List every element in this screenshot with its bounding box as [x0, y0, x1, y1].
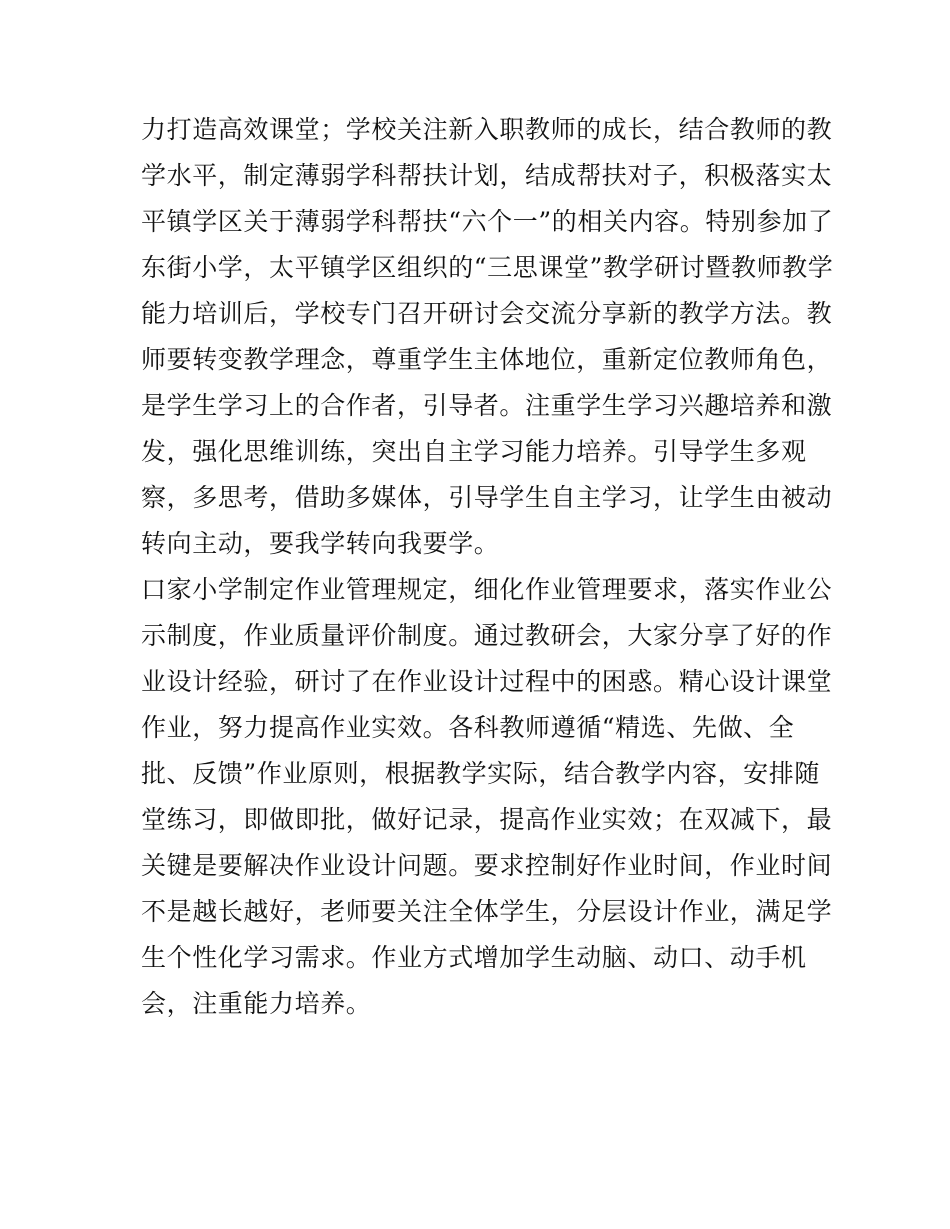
- text-line: 发，强化思维训练，突出自主学习能力培养。引导学生多观: [141, 437, 807, 466]
- text-line: 会，注重能力培养。: [141, 989, 372, 1018]
- text-line: 是学生学习上的合作者，引导者。注重学生学习兴趣培养和激: [141, 391, 833, 420]
- text-line: 学水平，制定薄弱学科帮扶计划，结成帮扶对子，积极落实太: [141, 161, 833, 190]
- paragraph-1: [141, 107, 834, 567]
- document-body: [141, 107, 834, 1027]
- text-line: 生个性化学习需求。作业方式增加学生动脑、动口、动手机: [141, 943, 807, 972]
- text-line: 作业，努力提高作业实效。各科教师遵循“精选、先做、全: [141, 713, 795, 742]
- text-line: 力打造高效课堂；学校关注新入职教师的成长，结合教师的教: [141, 115, 833, 144]
- text-line: 平镇学区关于薄弱学科帮扶“六个一”的相关内容。特别参加了: [141, 207, 834, 236]
- text-line: 批、反馈”作业原则，根据教学实际，结合教学内容，安排随: [141, 759, 820, 788]
- text-line: 堂练习，即做即批，做好记录，提高作业实效；在双减下，最: [141, 805, 833, 834]
- text-line: 察，多思考，借助多媒体，引导学生自主学习，让学生由被动: [141, 483, 833, 512]
- text-line: 不是越长越好，老师要关注全体学生，分层设计作业，满足学: [141, 897, 833, 926]
- text-line: 业设计经验，研讨了在作业设计过程中的困惑。精心设计课堂: [141, 667, 833, 696]
- paragraph-2: [141, 567, 833, 1027]
- text-line: 转向主动，要我学转向我要学。: [141, 529, 500, 558]
- text-line: 关键是要解决作业设计问题。要求控制好作业时间，作业时间: [141, 851, 833, 880]
- text-line: 示制度，作业质量评价制度。通过教研会，大家分享了好的作: [141, 621, 833, 650]
- text-line: 东街小学，太平镇学区组织的“三思课堂”教学研讨暨教师教学: [141, 253, 834, 282]
- text-line: 口家小学制定作业管理规定，细化作业管理要求，落实作业公: [141, 575, 833, 604]
- text-line: 能力培训后，学校专门召开研讨会交流分享新的教学方法。教: [141, 299, 833, 328]
- text-line: 师要转变教学理念，尊重学生主体地位，重新定位教师角色，: [141, 345, 833, 374]
